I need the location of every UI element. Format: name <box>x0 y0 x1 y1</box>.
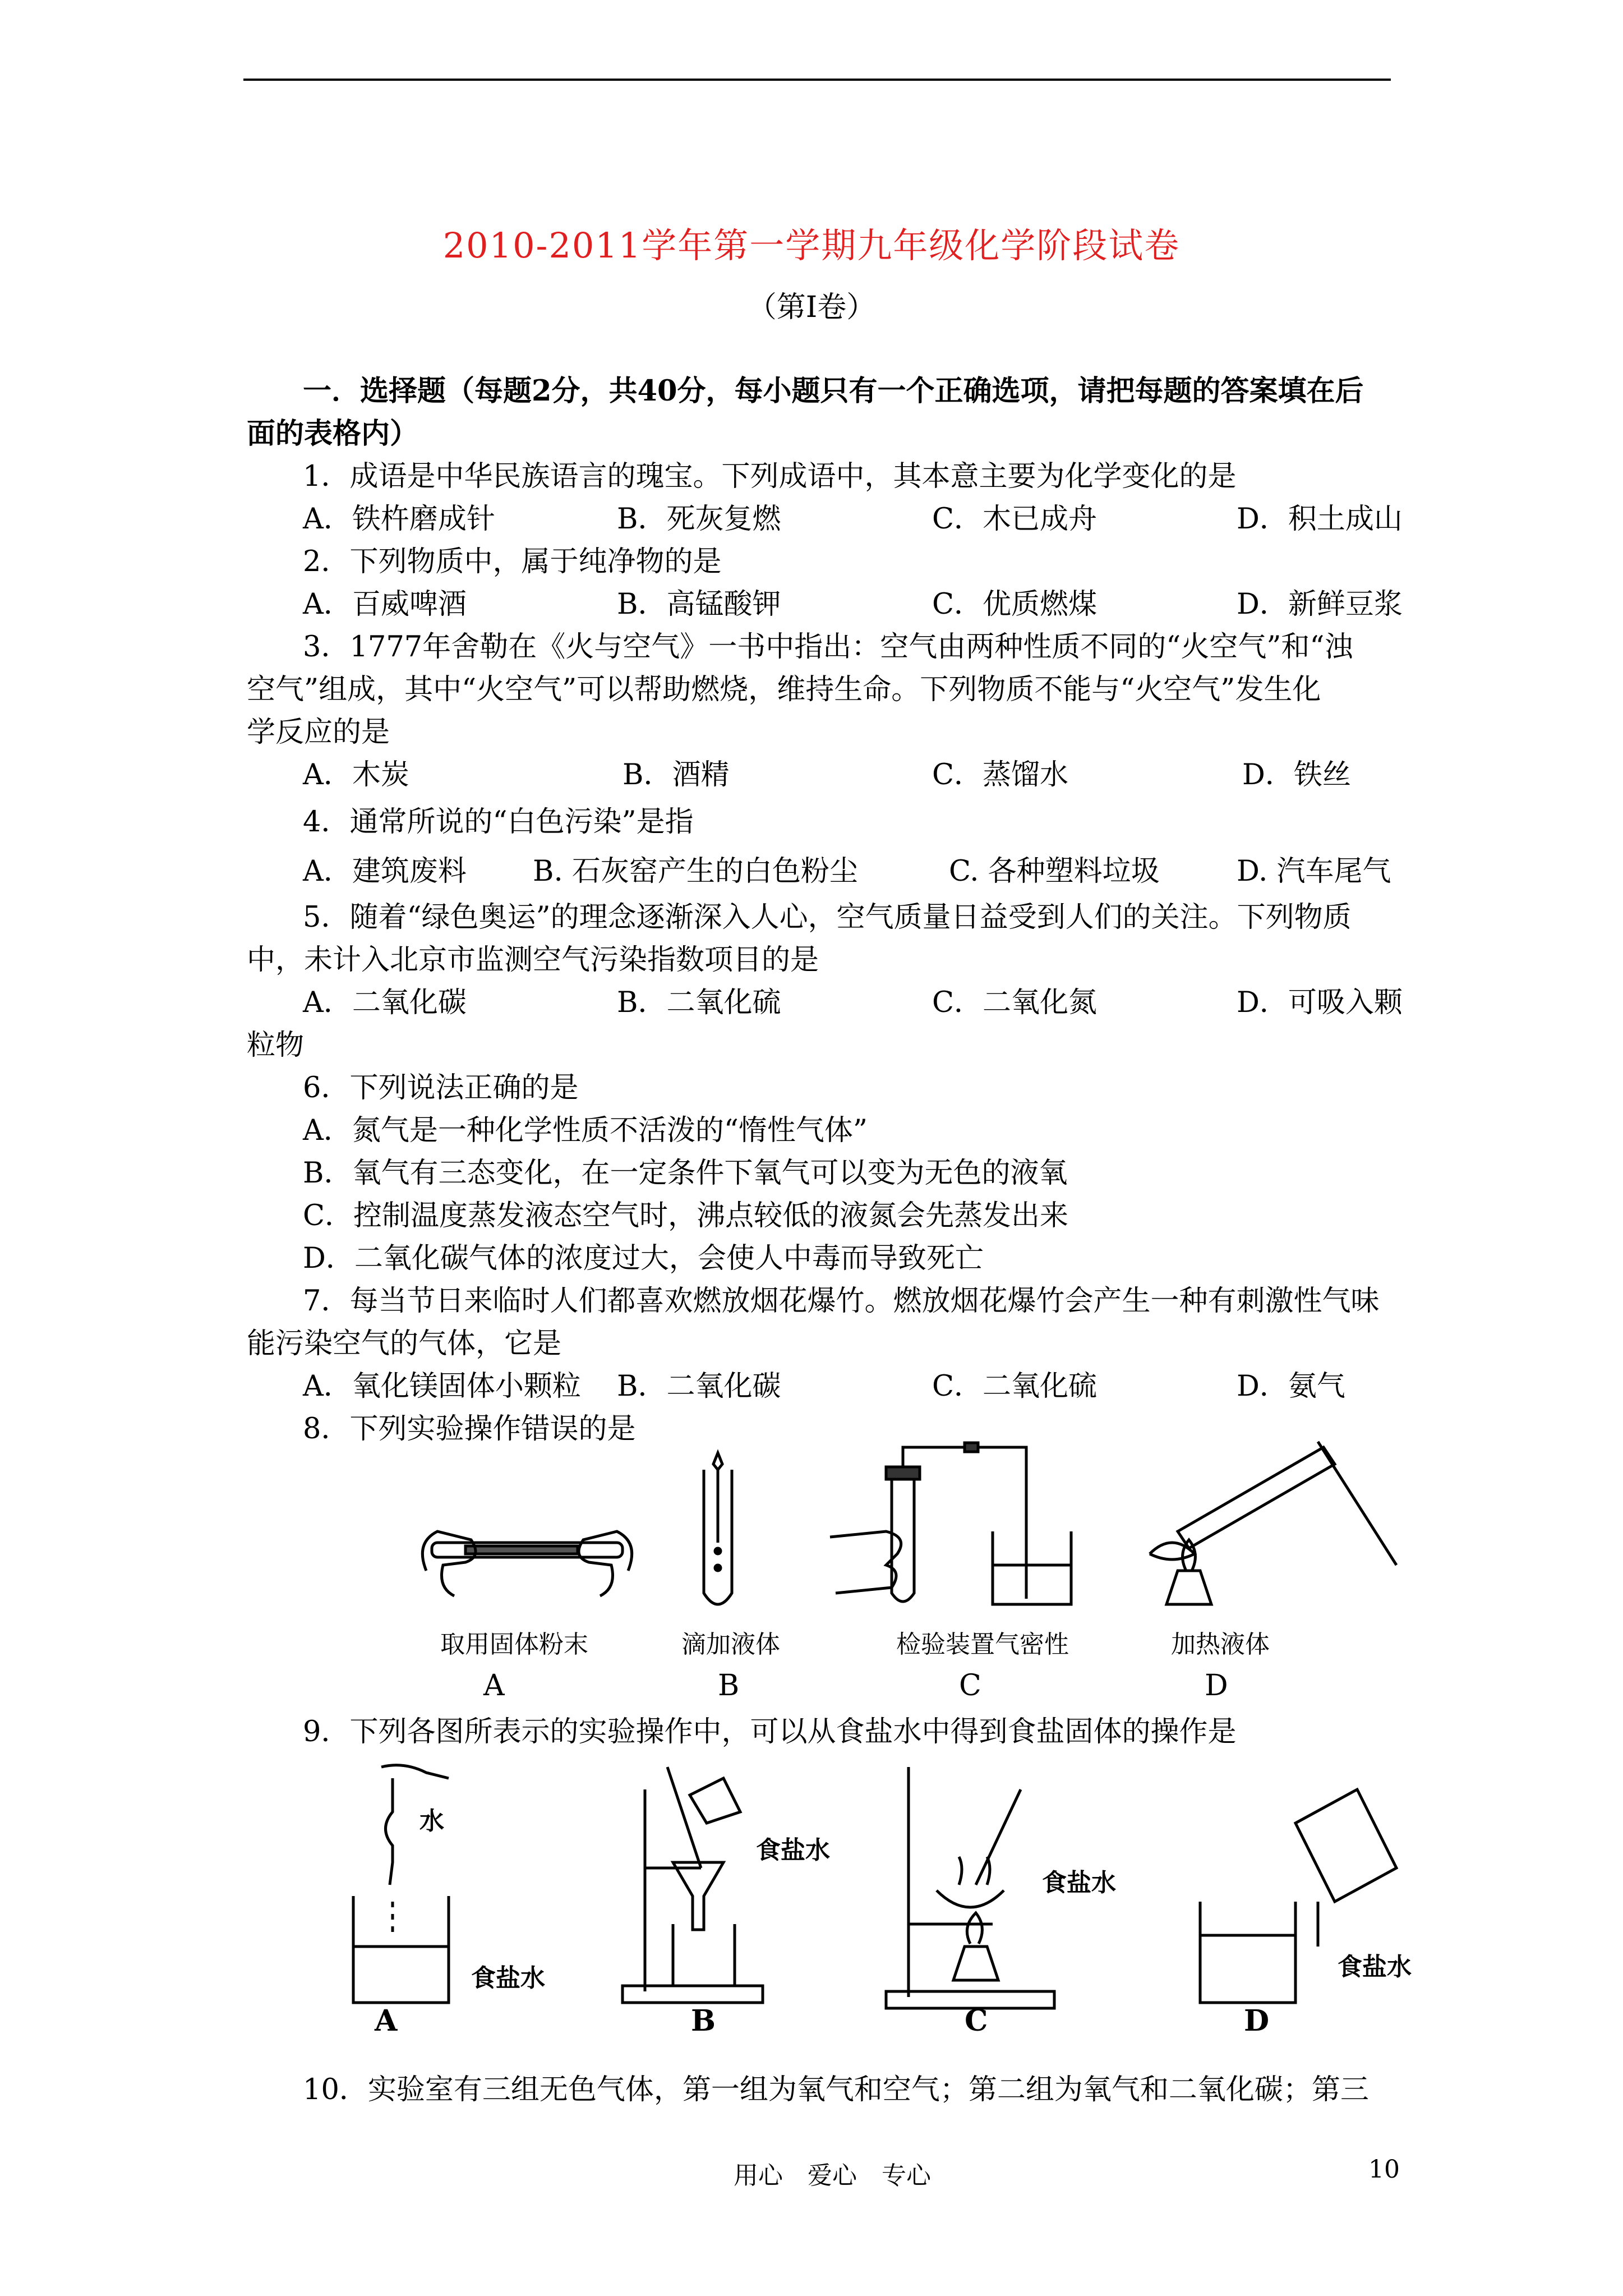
q7-stem-2: 能污染空气的气体，它是 <box>247 1327 562 1360</box>
q4-option-a: A．建筑废料 <box>303 855 467 888</box>
q3-stem-2: 空气”组成，其中“火空气”可以帮助燃烧，维持生命。下列物质不能与“火空气”发生化 <box>247 673 1321 706</box>
q8-letter-a: A <box>483 1669 505 1703</box>
q5-option-a: A．二氧化碳 <box>303 986 467 1019</box>
q8-figures <box>404 1436 1413 1621</box>
q1-stem: 1．成语是中华民族语言的瑰宝。下列成语中，其本意主要为化学变化的是 <box>303 460 1237 493</box>
q8-caption-b: 滴加液体 <box>681 1630 780 1659</box>
exam-subtitle: （第Ⅰ卷） <box>747 291 876 324</box>
q8-letter-d: D <box>1205 1669 1228 1703</box>
q1-option-c: C．木已成舟 <box>932 503 1098 536</box>
q7-stem-1: 7．每当节日来临时人们都喜欢燃放烟花爆竹。燃放烟花爆竹会产生一种有刺激性气味 <box>303 1285 1380 1318</box>
footer-motto: 用心 爱心 专心 <box>734 2161 931 2190</box>
q9-label-brine-d: 食盐水 <box>1338 1953 1412 1981</box>
q2-option-c: C．优质燃煤 <box>932 588 1098 621</box>
q9-label-water: 水 <box>419 1807 444 1835</box>
q3-stem-1: 3．1777年舍勒在《火与空气》一书中指出：空气由两种性质不同的“火空气”和“浊 <box>303 631 1353 664</box>
q8-letter-b: B <box>718 1669 740 1703</box>
q7-option-b: B．二氧化碳 <box>617 1370 781 1403</box>
q7-option-c: C．二氧化硫 <box>932 1370 1098 1403</box>
q4-option-c: C. 各种塑料垃圾 <box>949 855 1160 888</box>
q9-label-brine-a: 食盐水 <box>471 1964 545 1993</box>
q4-stem: 4．通常所说的“白色污染”是指 <box>303 806 694 839</box>
q1-option-a: A．铁杵磨成针 <box>303 503 495 536</box>
q9-letter-d: D <box>1244 2004 1270 2038</box>
q4-option-b: B. 石灰窑产生的白色粉尘 <box>533 855 858 888</box>
q2-option-a: A．百威啤酒 <box>303 588 467 621</box>
q8-figure-c <box>830 1443 1071 1604</box>
q8-stem: 8．下列实验操作错误的是 <box>303 1412 636 1446</box>
q2-option-d: D．新鲜豆浆 <box>1237 588 1403 621</box>
q8-caption-a: 取用固体粉末 <box>440 1630 588 1659</box>
q6-option-c: C．控制温度蒸发液态空气时，沸点较低的液氮会先蒸发出来 <box>303 1199 1069 1232</box>
q3-option-a: A．木炭 <box>303 758 409 792</box>
q3-stem-3: 学反应的是 <box>247 716 390 749</box>
q8-figure-a <box>422 1531 631 1596</box>
q5-option-d: D．可吸入颗 <box>1237 986 1403 1019</box>
q5-option-c: C．二氧化氮 <box>932 986 1098 1019</box>
q1-option-b: B．死灰复燃 <box>617 503 781 536</box>
q4-option-d: D. 汽车尾气 <box>1237 855 1391 888</box>
section-heading: 一．选择题（每题2分，共40分，每小题只有一个正确选项，请把每题的答案填在后 <box>303 374 1364 408</box>
q8-caption-c: 检验装置气密性 <box>896 1630 1069 1659</box>
q8-caption-d: 加热液体 <box>1171 1630 1270 1659</box>
q5-stem-1: 5．随着“绿色奥运”的理念逐渐深入人心，空气质量日益受到人们的关注。下列物质 <box>303 901 1352 934</box>
q1-option-d: D．积土成山 <box>1237 503 1403 536</box>
q3-option-c: C．蒸馏水 <box>932 758 1069 792</box>
q8-figure-d <box>1150 1442 1396 1604</box>
q5-stem-2: 中，未计入北京市监测空气污染指数项目的是 <box>247 944 819 977</box>
q9-label-brine-c: 食盐水 <box>1042 1869 1116 1897</box>
q7-option-d: D．氨气 <box>1237 1370 1345 1403</box>
q6-option-d: D．二氧化碳气体的浓度过大，会使人中毒而导致死亡 <box>303 1242 984 1275</box>
exam-title: 2010-2011学年第一学期九年级化学阶段试卷 <box>442 225 1181 266</box>
q9-letter-c: C <box>965 2004 988 2038</box>
q9-figure-b <box>623 1767 763 2003</box>
q8-letter-c: C <box>959 1669 981 1703</box>
q9-letter-b: B <box>691 2004 716 2038</box>
q2-stem: 2．下列物质中，属于纯净物的是 <box>303 545 722 578</box>
q7-option-a: A．氧化镁固体小颗粒 <box>303 1370 581 1403</box>
q6-stem: 6．下列说法正确的是 <box>303 1071 579 1105</box>
q8-figure-b <box>704 1453 732 1604</box>
page-number: 10 <box>1368 2155 1400 2184</box>
q6-option-b: B．氧气有三态变化，在一定条件下氧气可以变为无色的液氧 <box>303 1157 1068 1190</box>
q10-stem: 10．实验室有三组无色气体，第一组为氧气和空气；第二组为氧气和二氧化碳；第三 <box>303 2073 1369 2106</box>
q9-label-brine-b: 食盐水 <box>756 1836 830 1865</box>
q5-option-d-wrap: 粒物 <box>247 1029 305 1062</box>
q3-option-b: B．酒精 <box>623 758 730 792</box>
q3-option-d: D．铁丝 <box>1242 758 1351 792</box>
q6-option-a: A．氮气是一种化学性质不活泼的“惰性气体” <box>303 1114 868 1147</box>
q5-option-b: B．二氧化硫 <box>617 986 781 1019</box>
header-rule <box>243 79 1391 81</box>
q9-letter-a: A <box>375 2004 398 2038</box>
q9-stem: 9．下列各图所表示的实验操作中，可以从食盐水中得到食盐固体的操作是 <box>303 1715 1237 1749</box>
section-heading-cont: 面的表格内） <box>247 417 419 450</box>
q9-figure-c <box>886 1767 1054 2008</box>
q2-option-b: B．高锰酸钾 <box>617 588 781 621</box>
